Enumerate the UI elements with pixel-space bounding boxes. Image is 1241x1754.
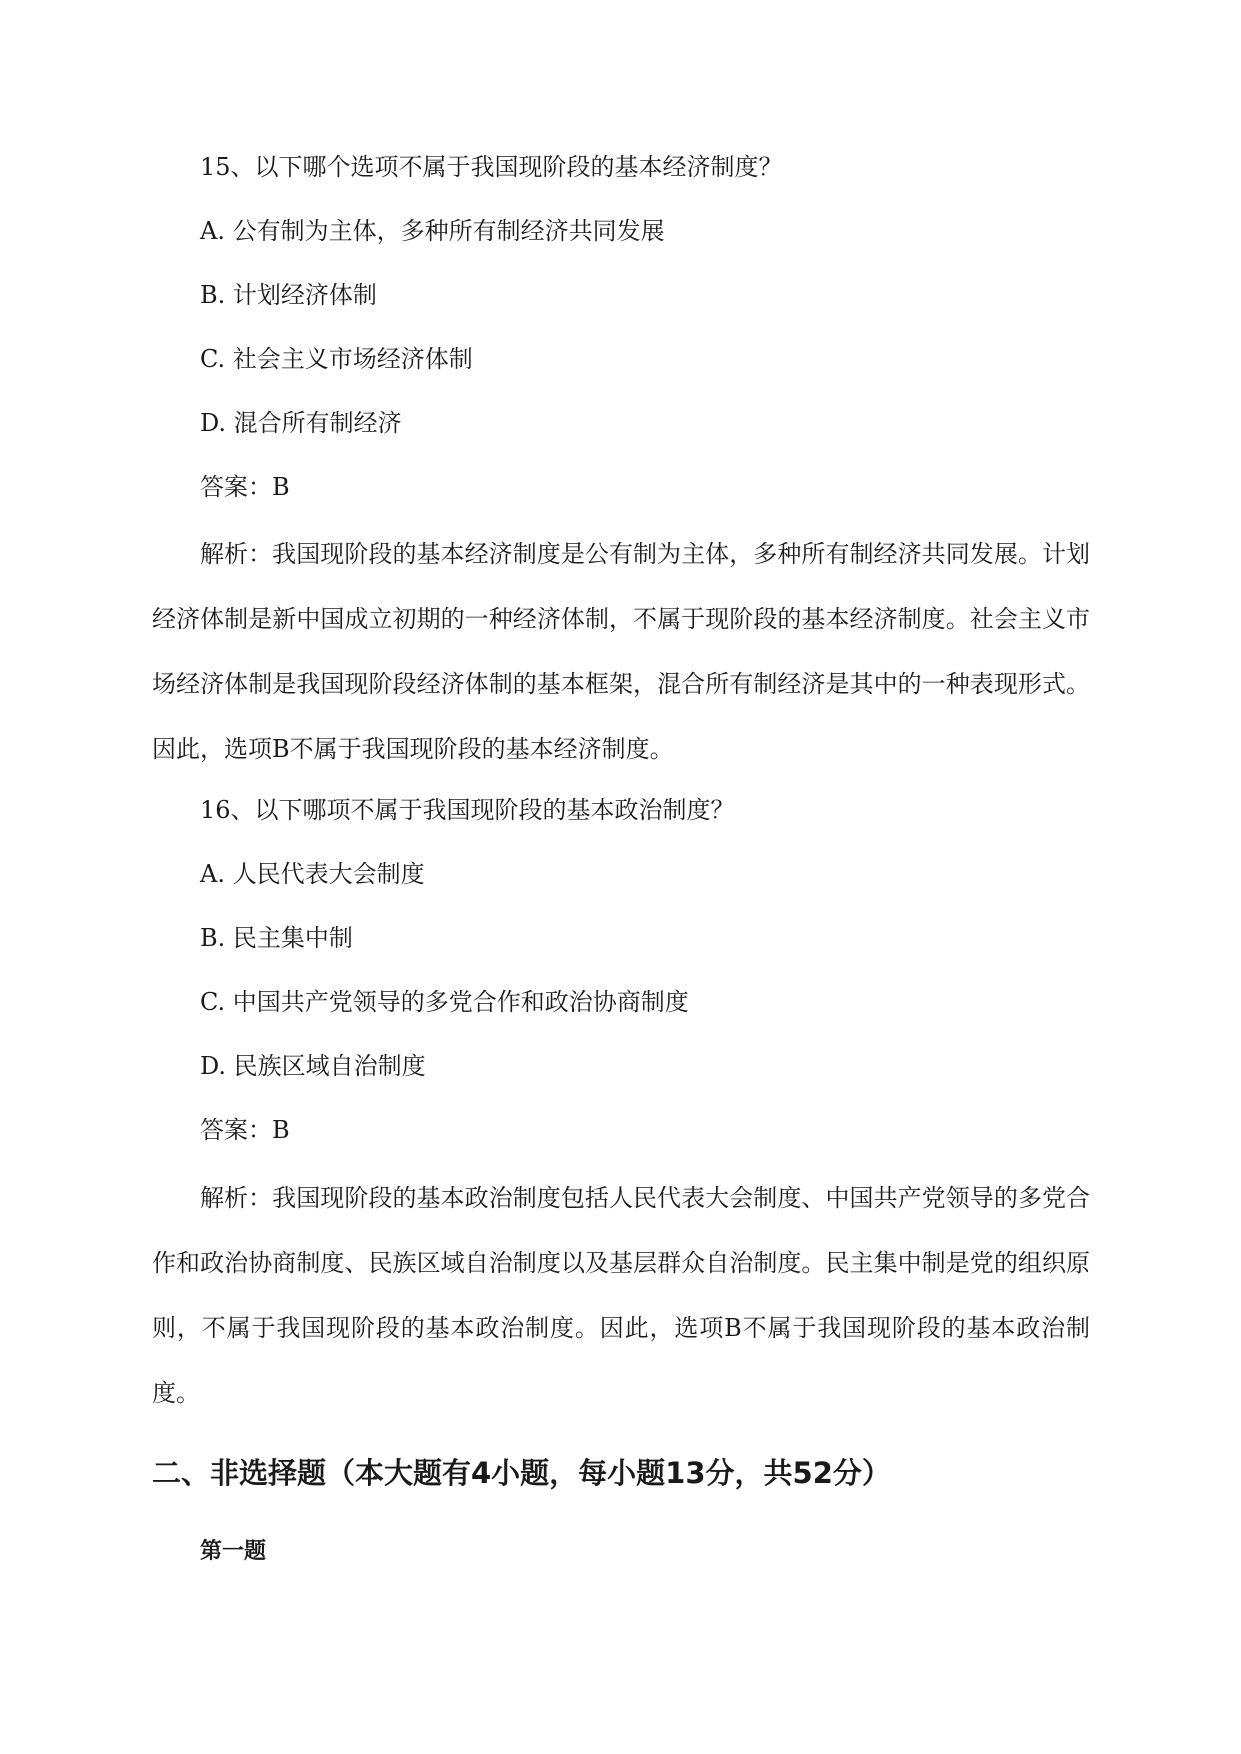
question-16-analysis: 解析：我国现阶段的基本政治制度包括人民代表大会制度、中国共产党领导的多党合作和政治协商制度、民族区域自治制度以及基层群众自治制度。民主集中制是党的组织原则，不属于我国现阶段的基本政治制度。因此，选项B不属于我国现阶段的基本政治制度。: [152, 1184, 1090, 1407]
question-15-option-d: D. 混合所有制经济: [200, 409, 402, 437]
question-15-analysis: 解析：我国现阶段的基本经济制度是公有制为主体，多种所有制经济共同发展。计划经济体制是新中国成立初期的一种经济体制，不属于现阶段的基本经济制度。社会主义市场经济体制是我国现阶段经济体制的基本框架，混合所有制经济是其中的一种表现形式。因此，选项B不属于我国现阶段的基本经济制度。: [152, 540, 1090, 763]
question-16-option-c: C. 中国共产党领导的多党合作和政治协商制度: [200, 988, 689, 1016]
question-15-text: 15、以下哪个选项不属于我国现阶段的基本经济制度？: [200, 153, 783, 181]
question-16-option-a: A. 人民代表大会制度: [200, 860, 425, 888]
question-15-option-a: A. 公有制为主体，多种所有制经济共同发展: [200, 217, 665, 245]
question-16-option-b: B. 民主集中制: [200, 924, 353, 952]
first-question-label: 第一题: [200, 1539, 267, 1564]
question-16-option-d: D. 民族区域自治制度: [200, 1052, 426, 1080]
question-15-answer: 答案：B: [200, 473, 290, 501]
section-2-heading: 二、非选择题（本大题有4小题，每小题13分，共52分）: [152, 1456, 891, 1490]
question-16-answer: 答案：B: [200, 1116, 290, 1144]
question-16-text: 16、以下哪项不属于我国现阶段的基本政治制度？: [200, 796, 735, 824]
question-15-option-b: B. 计划经济体制: [200, 281, 377, 309]
question-15-option-c: C. 社会主义市场经济体制: [200, 345, 473, 373]
